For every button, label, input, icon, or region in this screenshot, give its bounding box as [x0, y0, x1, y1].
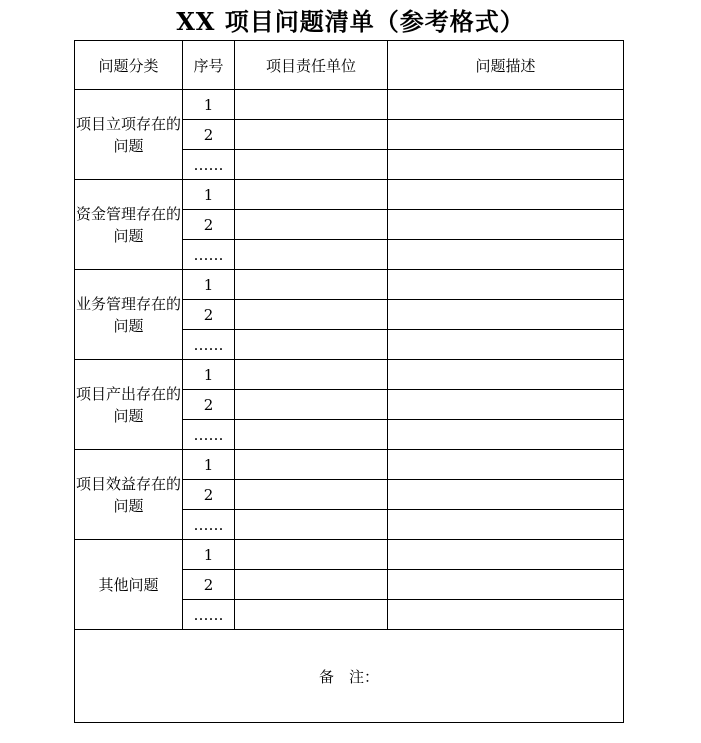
- table-row: [75, 180, 624, 210]
- category-cell: 项目立项存在的问题: [75, 90, 183, 180]
- number-cell: ……: [183, 600, 235, 630]
- description-cell[interactable]: [388, 510, 624, 540]
- unit-cell[interactable]: [235, 450, 388, 480]
- table-row: [75, 270, 624, 300]
- unit-cell[interactable]: [235, 510, 388, 540]
- unit-cell[interactable]: [235, 540, 388, 570]
- document-title: XX 项目问题清单（参考格式）: [176, 7, 525, 36]
- description-cell[interactable]: [388, 90, 624, 120]
- header-description: 问题描述: [388, 41, 624, 90]
- description-cell[interactable]: [388, 300, 624, 330]
- description-cell[interactable]: [388, 270, 624, 300]
- unit-cell[interactable]: [235, 180, 388, 210]
- unit-cell[interactable]: [235, 330, 388, 360]
- header-number: 序号: [183, 41, 235, 90]
- description-cell[interactable]: [388, 150, 624, 180]
- category-cell: 其他问题: [75, 540, 183, 630]
- unit-cell[interactable]: [235, 300, 388, 330]
- number-cell: ……: [183, 330, 235, 360]
- description-cell[interactable]: [388, 450, 624, 480]
- unit-cell[interactable]: [235, 210, 388, 240]
- number-cell: ……: [183, 240, 235, 270]
- note-row: [75, 630, 624, 723]
- description-cell[interactable]: [388, 480, 624, 510]
- description-cell[interactable]: [388, 120, 624, 150]
- description-cell[interactable]: [388, 540, 624, 570]
- category-cell: 业务管理存在的问题: [75, 270, 183, 360]
- number-cell: 2: [183, 390, 235, 420]
- number-cell: 1: [183, 450, 235, 480]
- description-cell[interactable]: [388, 420, 624, 450]
- number-cell: 1: [183, 90, 235, 120]
- number-cell: 1: [183, 270, 235, 300]
- number-cell: ……: [183, 150, 235, 180]
- table-row: [75, 540, 624, 570]
- unit-cell[interactable]: [235, 270, 388, 300]
- number-cell: 2: [183, 300, 235, 330]
- number-cell: 2: [183, 480, 235, 510]
- unit-cell[interactable]: [235, 90, 388, 120]
- description-cell[interactable]: [388, 600, 624, 630]
- unit-cell[interactable]: [235, 150, 388, 180]
- table-row: [75, 90, 624, 120]
- table-row: [75, 360, 624, 390]
- category-cell: 项目产出存在的问题: [75, 360, 183, 450]
- number-cell: 1: [183, 540, 235, 570]
- description-cell[interactable]: [388, 180, 624, 210]
- table-header-row: [75, 41, 624, 90]
- number-cell: 1: [183, 180, 235, 210]
- number-cell: 2: [183, 210, 235, 240]
- table-body: [75, 90, 624, 630]
- unit-cell[interactable]: [235, 420, 388, 450]
- unit-cell[interactable]: [235, 120, 388, 150]
- description-cell[interactable]: [388, 390, 624, 420]
- note-cell[interactable]: 备 注：: [75, 630, 624, 723]
- number-cell: ……: [183, 510, 235, 540]
- unit-cell[interactable]: [235, 360, 388, 390]
- header-unit: 项目责任单位: [235, 41, 388, 90]
- unit-cell[interactable]: [235, 480, 388, 510]
- description-cell[interactable]: [388, 360, 624, 390]
- table-row: [75, 450, 624, 480]
- number-cell: 2: [183, 570, 235, 600]
- unit-cell[interactable]: [235, 600, 388, 630]
- category-cell: 资金管理存在的问题: [75, 180, 183, 270]
- category-cell: 项目效益存在的问题: [75, 450, 183, 540]
- number-cell: 2: [183, 120, 235, 150]
- description-cell[interactable]: [388, 210, 624, 240]
- number-cell: 1: [183, 360, 235, 390]
- description-cell[interactable]: [388, 240, 624, 270]
- unit-cell[interactable]: [235, 240, 388, 270]
- issue-list-table: [74, 40, 624, 723]
- unit-cell[interactable]: [235, 390, 388, 420]
- description-cell[interactable]: [388, 570, 624, 600]
- number-cell: ……: [183, 420, 235, 450]
- header-category: 问题分类: [75, 41, 183, 90]
- description-cell[interactable]: [388, 330, 624, 360]
- unit-cell[interactable]: [235, 570, 388, 600]
